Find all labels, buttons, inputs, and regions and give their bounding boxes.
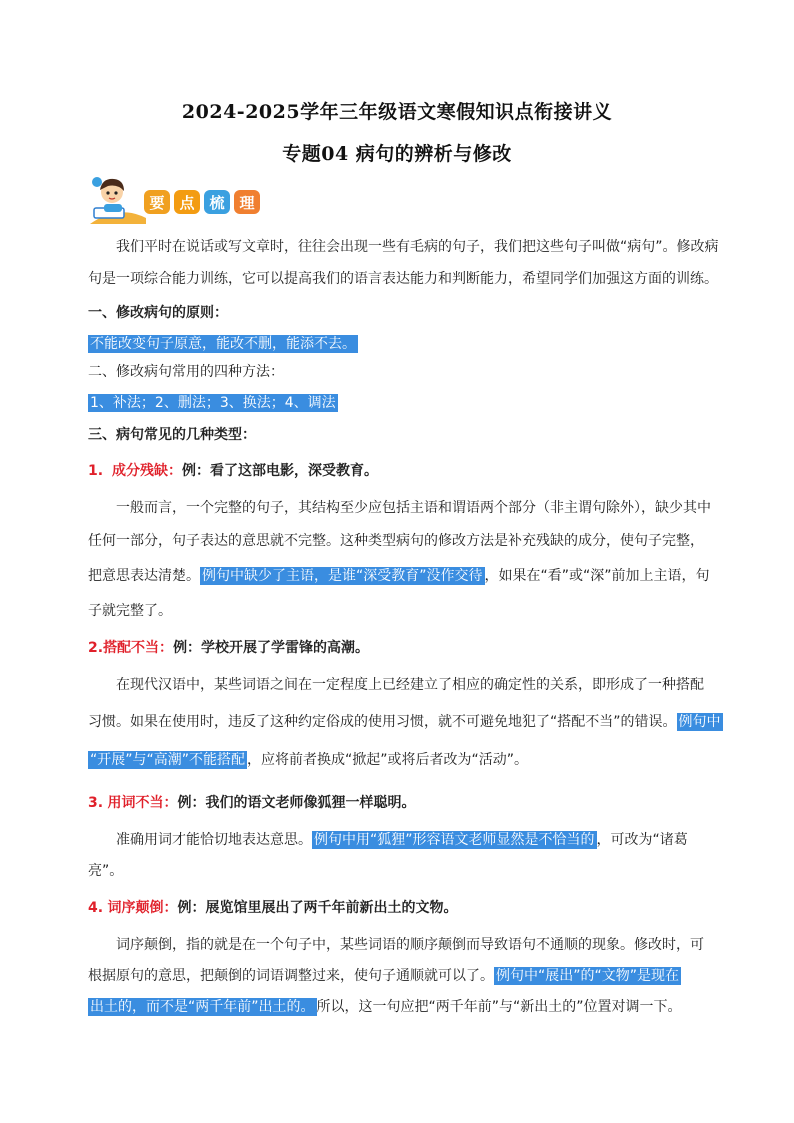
type-1-heading: 1. 成分残缺：例：看了这部电影，深受教育。 xyxy=(88,463,378,479)
type-2-heading: 2.搭配不当：例：学校开展了学雷锋的高潮。 xyxy=(88,640,370,656)
badge-char-1: 要 xyxy=(144,190,170,214)
type-1-line-3: 把意思表达清楚。 例句中缺少了主语，是谁“深受教育”没作交待 ，如果在“看”或“深”前加上主语，句 xyxy=(88,568,710,584)
type-1-line-1: 一般而言，一个完整的句子，其结构至少应包括主语和谓语两个部分（非主谓句除外），缺少其中 xyxy=(116,500,711,516)
type-3-heading: 3. 用词不当：例：我们的语文老师像狐狸一样聪明。 xyxy=(88,795,416,811)
type-2-line-2: 习惯。如果在使用时，违反了这种约定俗成的使用习惯，就不可避免地犯了“搭配不当”的错误。 例句中 xyxy=(88,714,721,730)
type-4-line-2: 根据原句的意思，把颠倒的词语调整过来，使句子通顺就可以了。 例句中“展出”的“文物”是现在 xyxy=(88,968,680,984)
type-3-line-1: 准确用词才能恰切地表达意思。 例句中用“狐狸”形容语文老师显然是不恰当的 ，可改为“诸葛 xyxy=(116,832,688,848)
type-4-heading: 4. 词序颠倒：例：展览馆里展出了两千年前新出土的文物。 xyxy=(88,900,458,916)
type-2-line-3: “开展”与“高潮”不能搭配 ，应将前者换成“掀起”或将后者改为“活动”。 xyxy=(90,752,529,768)
type-4-line-3: 出土的，而不是“两千年前”出土的。 所以，这一句应把“两千年前”与“新出土的”位置对调一下。 xyxy=(90,999,682,1015)
section-3-heading: 三、病句常见的几种类型： xyxy=(88,427,256,443)
type-1-line-2: 任何一部分，句子表达的意思就不完整。这种类型病句的修改方法是补充残缺的成分，使句子完整， xyxy=(88,533,704,549)
document-title: 2024-2025学年三年级语文寒假知识点衔接讲义 xyxy=(181,101,613,123)
document-subtitle: 专题04 病句的辨析与修改 xyxy=(282,143,512,165)
type-2-line-1: 在现代汉语中，某些词语之间在一定程度上已经建立了相应的确定性的关系，即形成了一种搭配 xyxy=(116,677,704,693)
badge-char-3: 梳 xyxy=(204,190,230,214)
badge-char-2: 点 xyxy=(174,190,200,214)
badge-char-4: 理 xyxy=(234,190,260,214)
section-1-text: 不能改变句子原意，能改不删，能添不去。 xyxy=(90,336,356,352)
reading-girl-icon xyxy=(88,174,150,226)
section-1-heading: 一、修改病句的原则： xyxy=(88,305,228,321)
type-3-line-2: 亮”。 xyxy=(88,863,124,879)
type-4-line-1: 词序颠倒，指的就是在一个句子中，某些词语的顺序颠倒而导致语句不通顺的现象。修改时，可 xyxy=(116,937,704,953)
intro-line-1: 我们平时在说话或写文章时，往往会出现一些有毛病的句子，我们把这些句子叫做“病句”。修改病 xyxy=(116,239,719,255)
section-2-text: 1、补法；2、删法；3、换法；4、调法 xyxy=(90,395,336,411)
key-points-badge xyxy=(88,174,278,224)
section-2-heading: 二、修改病句常用的四种方法： xyxy=(88,364,284,380)
intro-line-2: 句是一项综合能力训练，它可以提高我们的语言表达能力和判断能力，希望同学们加强这方面的训练。 xyxy=(88,271,718,287)
type-1-line-4: 子就完整了。 xyxy=(88,603,172,619)
